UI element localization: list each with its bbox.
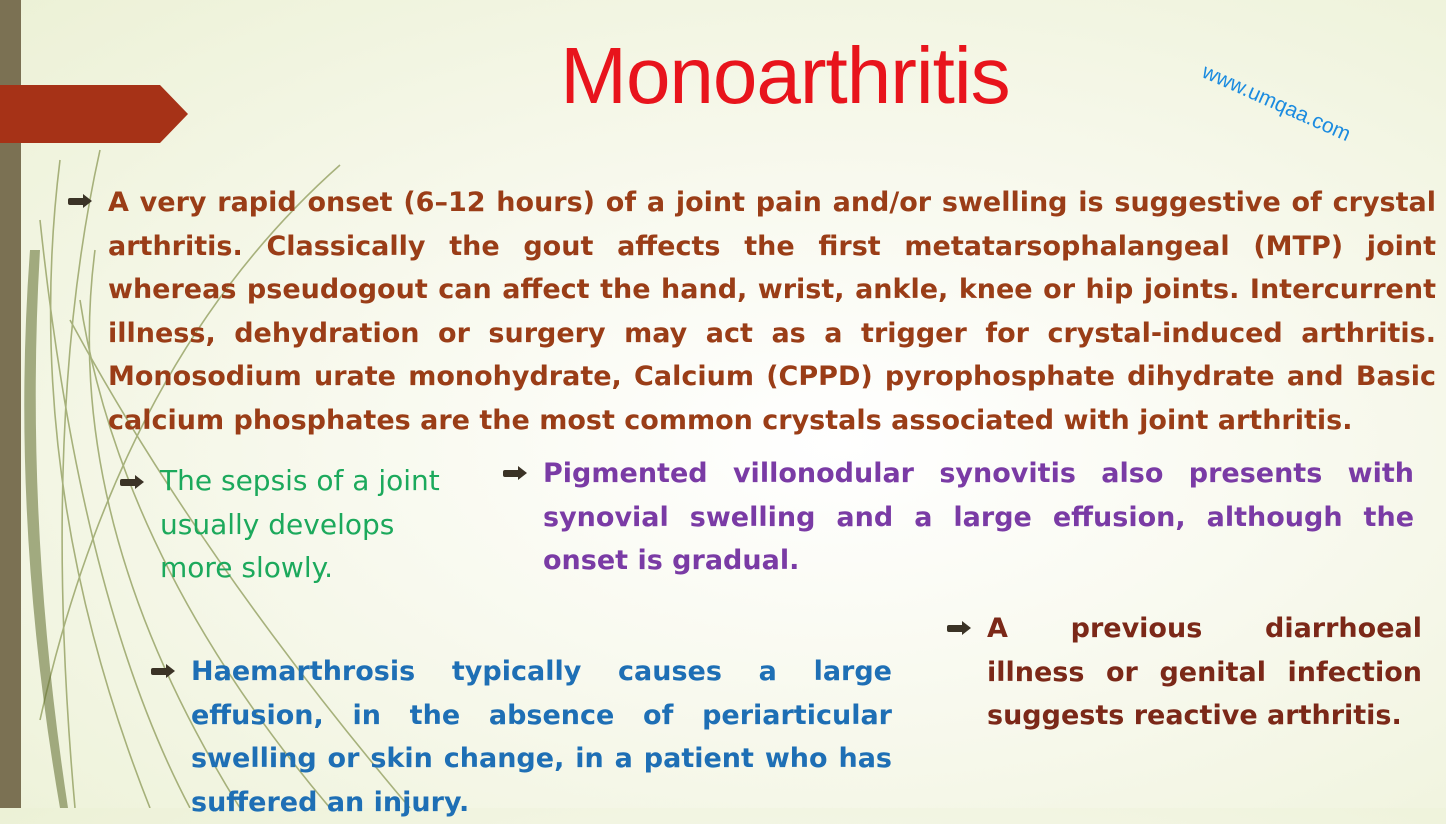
bullet-text: A previous diarrhoeal illness or genital infection suggests reactive arthritis. [987, 613, 1422, 731]
bullet-pvns [543, 452, 1414, 583]
arrow-bullet-icon [947, 621, 975, 635]
watermark-url: www.umqaa.com [1198, 60, 1355, 147]
arrow-bullet-icon [120, 475, 148, 489]
arrow-bullet-icon [503, 466, 531, 480]
title-banner-arrow [0, 85, 188, 143]
bullet-text: The sepsis of a joint usually develops more slowly. [160, 464, 440, 584]
bullet-text: A very rapid onset (6–12 hours) of a joint pain and/or swelling is suggestive of crystal arthritis. Classically the gout affects the first metatarsophalangeal (MTP) joint whereas pseudogout can affect the hand, wrist, ankle, knee or hip joints. Intercurrent illness, dehydration or surgery may act as a trigger for crystal-induced arthritis. Monosodium urate monohydrate, Calcium (CPPD) pyrophosphate dihydrate and Basic calcium phosphates are the most common crystals associated with joint arthritis. [108, 187, 1436, 436]
bullet-crystal-arthritis [108, 181, 1436, 442]
arrow-bullet-icon [68, 194, 96, 208]
bullet-sepsis [160, 459, 460, 590]
bullet-haemarthrosis [191, 650, 892, 824]
slide-title: Monoarthritis [560, 31, 1010, 120]
bullet-text: Haemarthrosis typically causes a large effusion, in the absence of periarticular swelling or skin change, in a patient who has suffered an injury. [191, 656, 892, 818]
bullet-reactive-arthritis [987, 607, 1422, 738]
bullet-text: Pigmented villonodular synovitis also presents with synovial swelling and a large effusion, although the onset is gradual. [543, 458, 1414, 576]
arrow-bullet-icon [151, 664, 179, 678]
